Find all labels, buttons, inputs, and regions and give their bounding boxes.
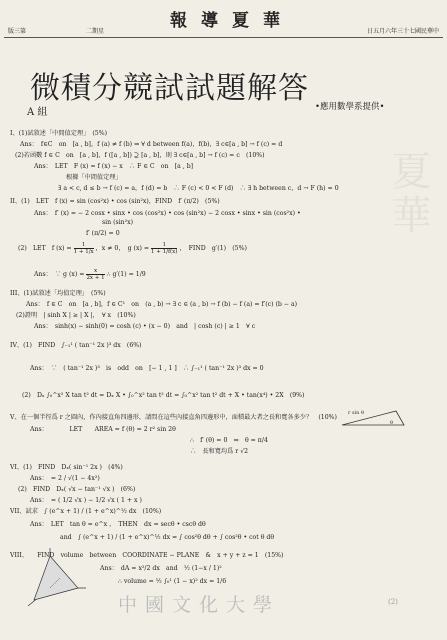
masthead-title: 報導夏華 [170, 11, 294, 31]
q5: V、在一個半徑爲 r 之圓內，作內接直角四邊形，請問在這些內接直角四邊形中，面積最大者之長和寬各多少？ (10%) [10, 414, 337, 421]
q3-1: III、(1)試敘述「均值定理」 (5%) [10, 290, 106, 297]
q1-2-answer-line: ∃ a < c, d ≤ b → f (c) = a，f (d) = b ∴ F (c) < 0 < F (d) ∴ ∃ h between c，d → F (h) = 0 [58, 185, 339, 192]
q5-answer-result: ∴ 長和寬均爲 r √2 [190, 448, 249, 455]
svg-text:r sin θ: r sin θ [348, 410, 364, 416]
tetrahedron-diagram [20, 542, 92, 612]
q3-2: (2)證明 | sinh X | ≥ | X |， ∀ x (10%) [16, 312, 136, 319]
q7-answer-integral: and ∫ (e^x + 1) / (1 + e^x)^½ dx = ∫ cos²θ dθ + ∫ cos²θ • cot θ dθ [60, 534, 275, 541]
q1-2-answer-note: 根據「中間值定理」 [66, 174, 122, 181]
q7-answer: Ans： LET tan θ = e^x ， THEN dx = secθ • cscθ dθ [30, 521, 206, 528]
q6-1: VI、(1) FIND Dₓ( sin⁻¹ 2x ) (4%) [10, 464, 123, 471]
q5-answer: Ans： LET AREA = f (θ) = 2 r² sin 2θ [30, 426, 176, 433]
fraction: $\frac{1}{1 + 1/f(x)}$ [151, 242, 178, 255]
q7: VII、試求 ∫ (e^x + 1) / (1 + e^x)^½ dx (10%) [10, 508, 162, 515]
q6-1-answer: Ans： = 2 / √(1 − 4x²) [30, 475, 100, 482]
q5-answer-derivative: ∴ f′ (θ) = 0 ⇔ θ = π/4 [190, 437, 268, 444]
q1-2: (2)若函數 f ∈ C on [a , b]，f ([a , b]) ⊇ [a , b]，則 ∃ c∈[a , b] → f (c) = c (10%) [15, 152, 265, 159]
q2-2: (2) LET f (x) = $\frac{1}{1 + 1/x}$ ，x ≠ 0， g (x) = $\frac{1}{1 + 1/f(x)}$ ， FIND g′(1) (5%) [18, 242, 247, 255]
q1-1-answer: Ans： f∈C on [a , b]，f (a) ≠ f (b) ⇒ ∀ d between f(a)，f(b)，∃ c∈[a , b] → f (c) = d [20, 141, 283, 148]
q4-2: (2) Dₓ ∫₀^x² X tan t² dt = Dₓ X • ∫₀^x² tan t² dt = ∫₀^x² tan t² dt + X • tan(x⁴) • 2X (9%) [22, 392, 305, 399]
fraction: $\frac{1}{1 + 1/x}$ [73, 242, 94, 255]
fraction: $\frac{x}{2x + 1}$ [86, 268, 105, 281]
svg-text:θ: θ [390, 420, 394, 426]
q3-2-answer: Ans： sinh(x) − sinh(0) = cosh (c) • (x − 0) and | cosh (c) | ≥ 1 ∀ c [34, 323, 256, 330]
q8-answer-volume: ∴ volume = ½ ∫₀¹ (1 − x)² dx = 1/6 [118, 578, 227, 585]
section-heading: A 組 [27, 107, 48, 118]
university-watermark: 中國文化大學 [118, 594, 281, 616]
q3-1-answer: Ans： f ∈ C on [a , b]，f ∈ C¹ on (a , b) → ∃ c ∈ (a , b) → f (b) − f (a) = f′(c) (b − a) [26, 301, 298, 308]
q6-2: (2) FIND Dₓ( √x − tan⁻¹ √x ) (6%) [18, 486, 136, 493]
q2-1-answer-cont: sin (sin²x) [102, 219, 134, 226]
q1-2-answer: Ans： LET F (x) = f (x) − x ∴ F ∈ C on [a , b] [34, 163, 194, 170]
q8: VIII、 FIND volume between COORDINATE − PLANE & x + y + z = 1 (15%) [10, 552, 284, 559]
q2-1-answer-result: f′ (π/2) = 0 [86, 230, 120, 237]
background-ghost-text: 夏華 [385, 150, 431, 238]
q2-2-answer: Ans： ∵ g (x) = $\frac{x}{2x + 1}$ ∴ g′(1) = 1/9 [34, 268, 146, 281]
department-credit: •應用數學系提供• [315, 102, 385, 112]
q4-1: IV、(1) FIND ∫₋₁¹ ( tan⁻¹ 2x )³ dx (6%) [10, 342, 142, 349]
masthead-issue: 二期星 [86, 28, 105, 35]
masthead-rule [4, 37, 443, 38]
masthead-page: 版三第 [8, 28, 27, 35]
page-stamp: (2) [388, 598, 398, 606]
q4-1-answer: Ans： ∵ ( tan⁻¹ 2x )³ is odd on [− 1 , 1 ] ∴ ∫₋₁¹ ( tan⁻¹ 2x )³ dx = 0 [30, 365, 264, 372]
q1-1: I、(1)試敘述「中間值定理」 (5%) [10, 130, 108, 137]
q8-answer: Ans： dA = x²/2 dx and ½ (1−x / 1)² [100, 565, 222, 572]
q2-1: II、(1) LET f (x) = sin (cos²x) • cos (sin²x)，FIND f′ (π/2) (5%) [10, 198, 220, 205]
q2-1-answer: Ans： f′ (x) = − 2 cosx • sinx • cos (cos²x) • cos (sin²x) − 2 cosx • sinx • sin (cos²x) • [34, 210, 301, 217]
rectangle-diagram [338, 405, 408, 429]
page-title: 微積分競試試題解答 [30, 71, 309, 106]
masthead-date: 日五月六年三十七國民華中 [366, 28, 439, 35]
q6-2-answer: Ans： = ( 1/2 √x ) − 1/2 √x ( 1 + x ) [30, 497, 142, 504]
